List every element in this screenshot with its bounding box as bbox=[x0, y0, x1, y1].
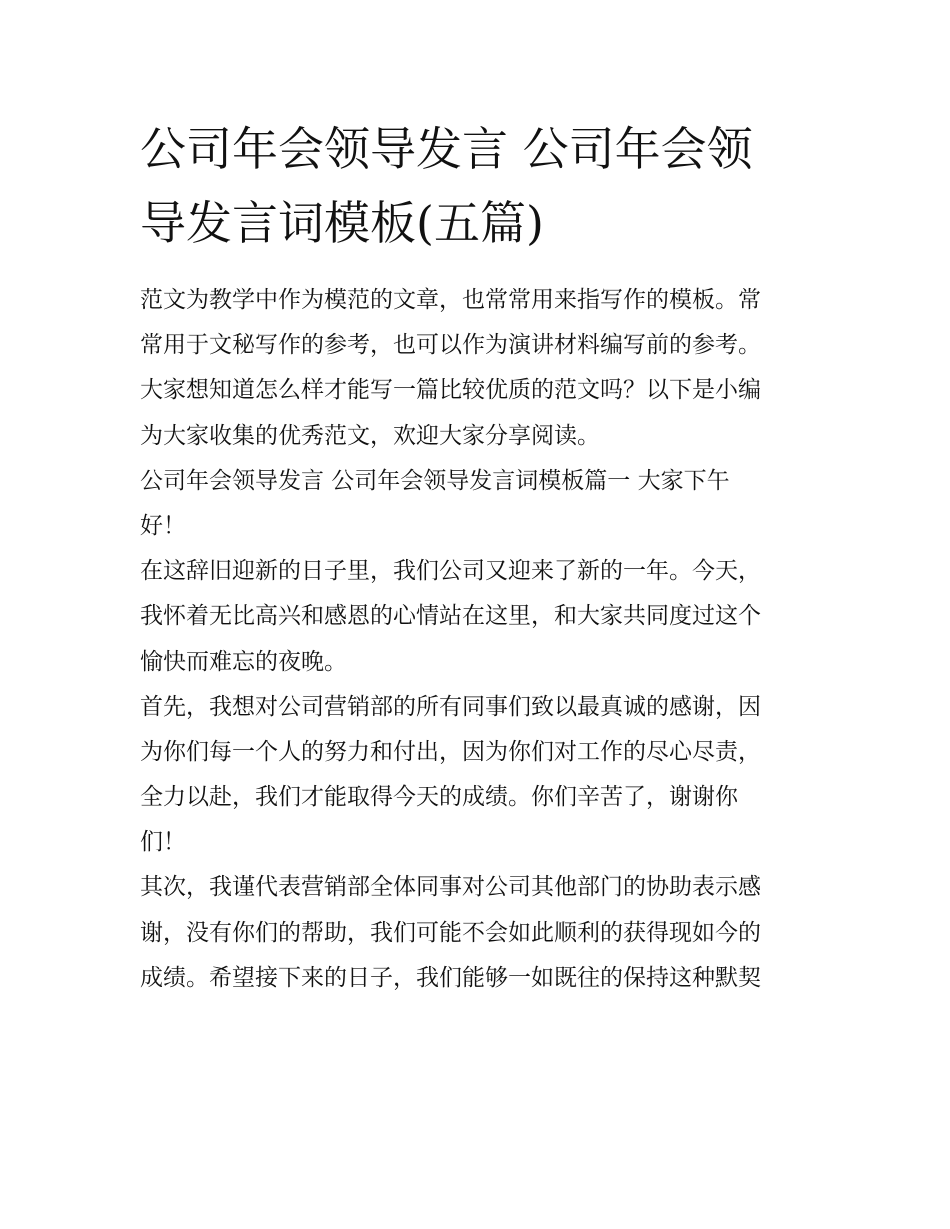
text-line: 为大家收集的优秀范文，欢迎大家分享阅读。 bbox=[140, 422, 600, 449]
document-title bbox=[140, 112, 820, 260]
text-line: 谢，没有你们的帮助，我们可能不会如此顺利的获得现如今的 bbox=[140, 919, 761, 946]
paragraph-thanks-departments bbox=[140, 865, 820, 1001]
text-line: 公司年会领导发言 公司年会领导发言词模板篇一 大家下午 bbox=[140, 467, 730, 494]
text-line: 大家想知道怎么样才能写一篇比较优质的范文吗？以下是小编 bbox=[140, 377, 761, 404]
paragraph-new-year bbox=[140, 549, 820, 685]
text-line: 好！ bbox=[140, 512, 186, 539]
text-line: 为你们每一个人的努力和付出，因为你们对工作的尽心尽责， bbox=[140, 738, 761, 765]
text-line: 我怀着无比高兴和感恩的心情站在这里，和大家共同度过这个 bbox=[140, 603, 761, 630]
paragraph-heading-greeting bbox=[140, 459, 820, 549]
text-line: 在这辞旧迎新的日子里，我们公司又迎来了新的一年。今天， bbox=[140, 558, 761, 585]
text-line: 们！ bbox=[140, 829, 186, 856]
paragraph-intro bbox=[140, 278, 820, 459]
title-line: 导发言词模板(五篇) bbox=[140, 196, 544, 250]
text-line: 其次，我谨代表营销部全体同事对公司其他部门的协助表示感 bbox=[140, 874, 761, 901]
text-line: 全力以赴，我们才能取得今天的成绩。你们辛苦了，谢谢你 bbox=[140, 784, 738, 811]
title-line: 公司年会领导发言 公司年会领 bbox=[140, 122, 753, 176]
text-line: 愉快而难忘的夜晚。 bbox=[140, 648, 347, 675]
text-line: 首先，我想对公司营销部的所有同事们致以最真诚的感谢，因 bbox=[140, 693, 761, 720]
text-line: 常用于文秘写作的参考，也可以作为演讲材料编写前的参考。 bbox=[140, 332, 761, 359]
paragraph-thanks-sales bbox=[140, 685, 820, 866]
text-line: 成绩。希望接下来的日子，我们能够一如既往的保持这种默契 bbox=[140, 964, 761, 991]
text-line: 范文为教学中作为模范的文章，也常常用来指写作的模板。常 bbox=[140, 287, 761, 313]
document-body bbox=[140, 278, 820, 1001]
